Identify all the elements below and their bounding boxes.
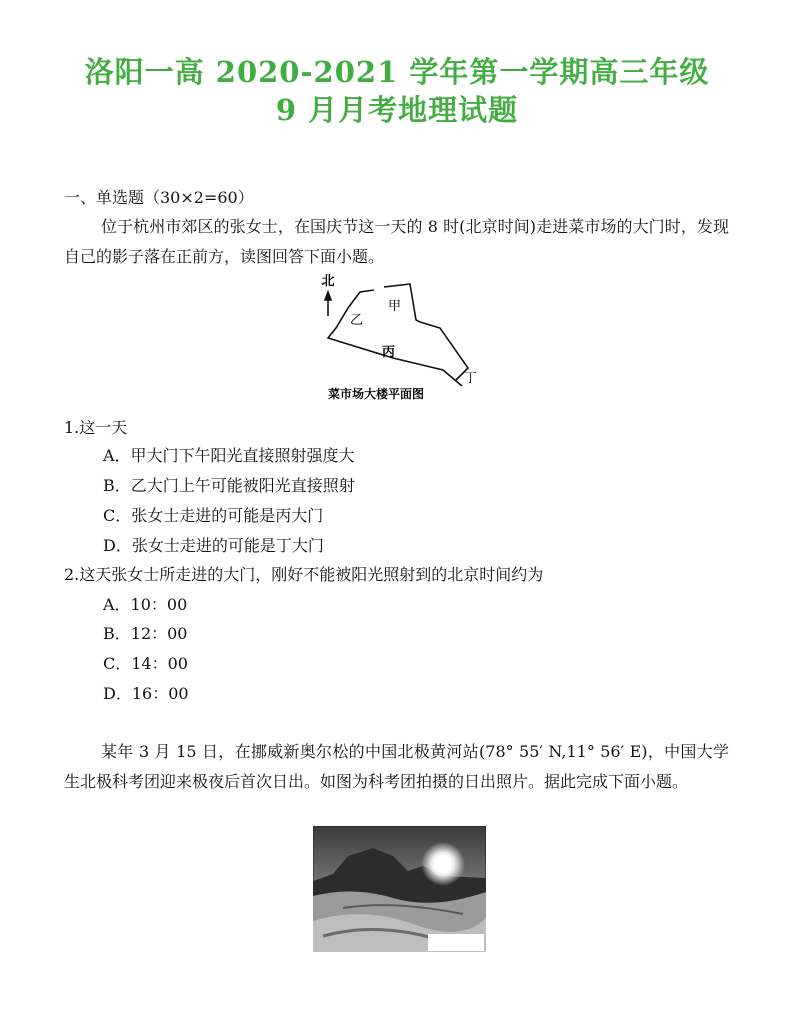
passage-2-paragraph: 某年 3 月 15 日，在挪威新奥尔松的中国北极黄河站(78° 55′ N,11° 56′ E)，中国大学生北极科考团迎来极夜后首次日出。如图为科考团拍摄的日出照片。据此完成下面小题。 — [64, 742, 729, 791]
question-2-option-a: A．10：00 — [103, 595, 188, 614]
question-1-option-b: B．乙大门上午可能被阳光直接照射 — [103, 476, 355, 495]
gate-yi-label: 乙 — [350, 313, 364, 328]
market-floor-plan-figure — [318, 270, 478, 410]
question-1-option-d: D．张女士走进的可能是丁大门 — [103, 536, 324, 555]
arctic-sunrise-photo — [313, 826, 486, 952]
question-2-option-b: B．12：00 — [103, 624, 188, 643]
question-1-option-c: C．张女士走进的可能是丙大门 — [103, 506, 324, 525]
wall-segment — [348, 290, 374, 308]
page-title-line2: 9 月月考地理试题 — [275, 93, 519, 127]
intro-paragraph: 位于杭州市郊区的张女士，在国庆节这一天的 8 时(北京时间)走进菜市场的大门时，发现自己的影子落在正前方，读图回答下面小题。 — [64, 217, 729, 266]
gate-bing-label: 丙 — [382, 345, 396, 360]
north-arrow-head — [325, 292, 331, 300]
section-heading: 一、单选题（30×2=60） — [64, 188, 254, 207]
question-2-option-c: C．14：00 — [103, 654, 188, 673]
question-2-stem: 2.这天张女士所走进的大门，刚好不能被阳光照射到的北京时间约为 — [64, 565, 544, 584]
question-1-stem: 1.这一天 — [64, 418, 128, 437]
gate-ding-label: 丁 — [464, 371, 478, 386]
photo-label-box — [428, 934, 484, 951]
gate-jia-label: 甲 — [388, 299, 402, 314]
photo-sun — [434, 855, 452, 873]
question-2-option-d: D．16：00 — [103, 684, 189, 703]
question-1-option-a: A．甲大门下午阳光直接照射强度大 — [103, 446, 355, 465]
figure-caption: 菜市场大楼平面图 — [328, 387, 425, 401]
page-title-line1: 洛阳一高 2020-2021 学年第一学期高三年级 — [84, 55, 710, 89]
north-label: 北 — [321, 274, 335, 289]
